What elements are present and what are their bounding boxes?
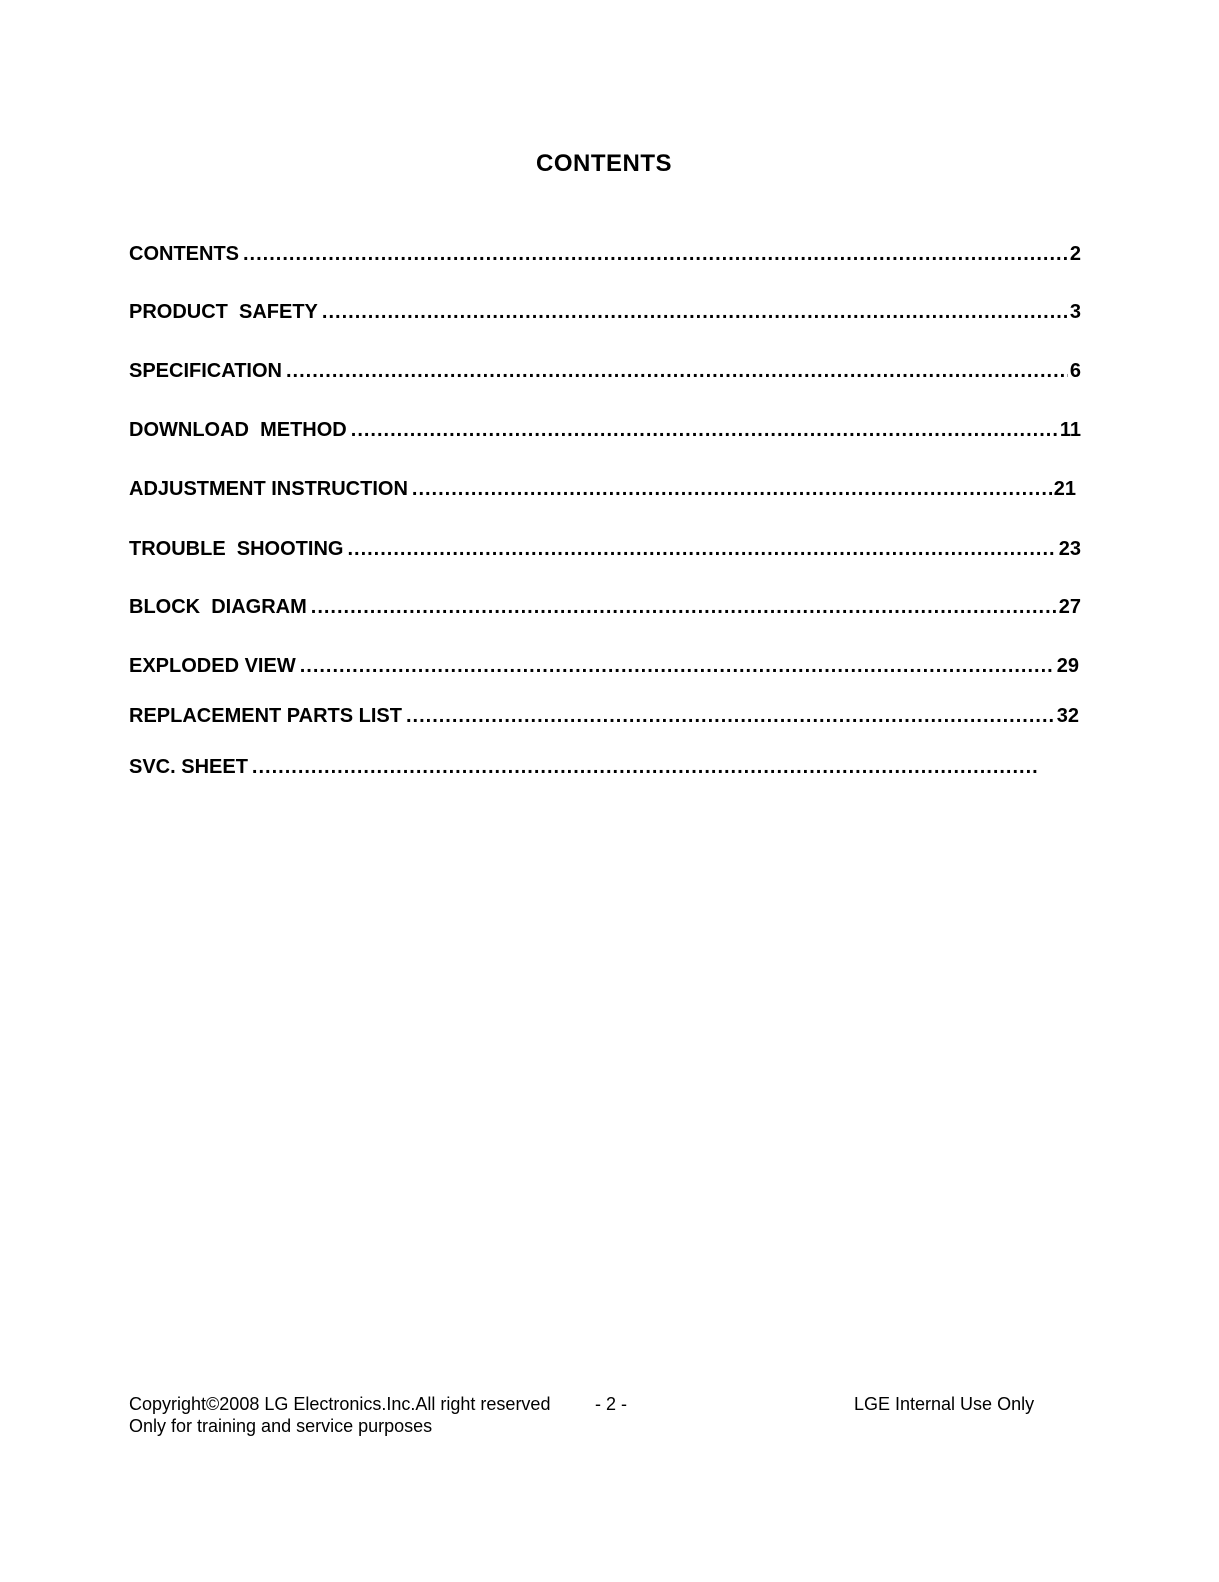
toc-entry-block-diagram[interactable] [129,596,1081,622]
page-number: - 2 - [595,1394,628,1414]
page-footer [129,1393,1059,1437]
toc-entry-title: DOWNLOAD METHOD [129,419,347,441]
dot-leader [286,360,1068,383]
toc-entry-title: REPLACEMENT PARTS LIST [129,705,402,727]
dot-leader [300,655,1055,678]
toc-entry-product-safety[interactable] [129,301,1081,327]
copyright-notice: Copyright©2008 LG Electronics.Inc.All right reserved [129,1394,551,1414]
dot-leader [406,705,1055,728]
toc-entry-adjustment-instruction[interactable] [129,478,1076,504]
toc-entry-page: 32 [1056,705,1079,727]
toc-entry-page: 6 [1069,360,1081,382]
purpose-notice: Only for training and service purposes [129,1416,433,1436]
toc-entry-replacement-parts-list[interactable] [129,705,1079,731]
toc-entry-page: 27 [1058,596,1081,618]
dot-leader [351,419,1058,442]
toc-entry-specification[interactable] [129,360,1081,386]
toc-entry-page: 29 [1056,655,1079,677]
toc-entry-contents[interactable] [129,243,1081,269]
toc-entry-page: 23 [1058,538,1081,560]
toc-entry-title: PRODUCT SAFETY [129,301,318,323]
toc-entry-exploded-view[interactable] [129,655,1079,681]
toc-entry-svc-sheet[interactable] [129,756,1041,782]
toc-entry-title: SPECIFICATION [129,360,282,382]
toc-entry-title: ADJUSTMENT INSTRUCTION [129,478,408,500]
toc-entry-page: 21 [1053,478,1076,500]
dot-leader [252,756,1039,779]
dot-leader [322,301,1068,324]
toc-entry-download-method[interactable] [129,419,1081,445]
toc-entry-title: SVC. SHEET [129,756,248,778]
dot-leader [412,478,1052,501]
toc-entry-title: EXPLODED VIEW [129,655,296,677]
toc-entry-page: 2 [1069,243,1081,265]
page-title: CONTENTS [536,150,672,177]
toc-entry-page: 11 [1059,419,1081,441]
dot-leader [243,243,1068,266]
dot-leader [347,538,1056,561]
toc-entry-title: BLOCK DIAGRAM [129,596,307,618]
toc-entry-title: TROUBLE SHOOTING [129,538,344,560]
toc-entry-title: CONTENTS [129,243,239,265]
toc-entry-page: 3 [1069,301,1081,323]
dot-leader [311,596,1057,619]
internal-use-notice: LGE Internal Use Only [854,1394,1035,1414]
toc-entry-trouble-shooting[interactable] [129,538,1081,564]
